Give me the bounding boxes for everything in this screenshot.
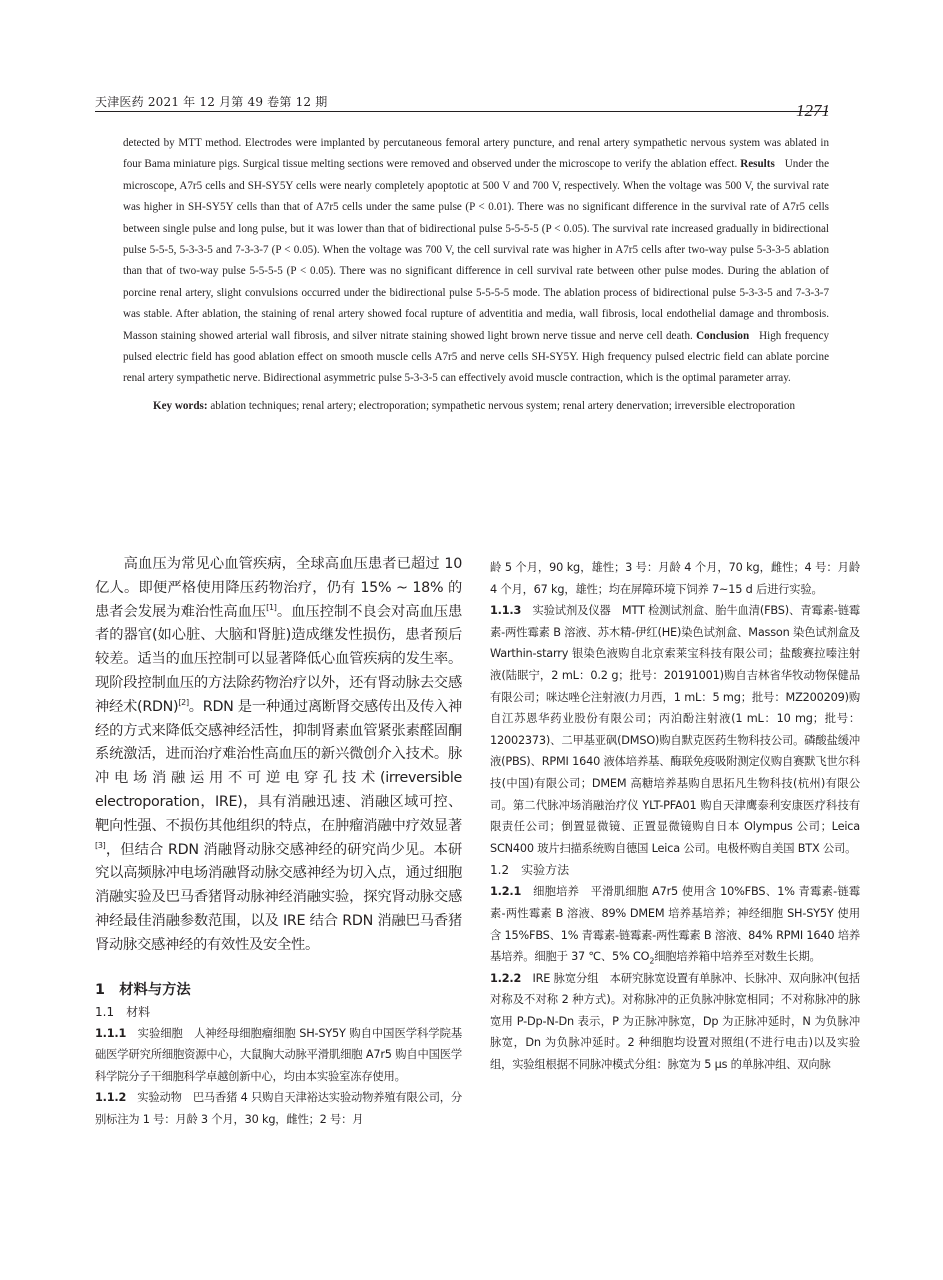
section-1-1-heading: 1.1 材料: [95, 1004, 151, 1019]
conclusion-label: Conclusion: [696, 329, 750, 342]
right-column: [490, 557, 860, 1076]
journal-info: 天津医药 2021 年 12 月第 49 卷第 12 期: [95, 95, 328, 109]
section-title: 实验试剂及仪器: [532, 604, 611, 618]
abstract-methods-tail: detected by MTT method. Electrodes were implanted by percutaneous femoral artery puncture, and renal artery sympathetic nervous system was ablated in four Bama miniature pigs. Surgical tissue melting sections were removed and observed under the microscope to verify the ablation effect.: [123, 137, 829, 171]
left-column: [95, 553, 462, 1131]
conclusion-text: High frequency pulsed electric field has good ablation effect on smooth muscle cells A7r5 and nerve cells SH-SY5Y. High frequency pulsed electric field can ablate porcine renal artery sympathetic nerve. Bidirectional asymmetric pulse 5-3-3-5 can effectively avoid muscle contraction, which is the optimal parameter array.: [123, 329, 829, 385]
section-title: 实验动物: [137, 1091, 182, 1105]
section-1-2-2: 1.2.2 IRE 脉宽分组 本研究脉宽设置有单脉冲、长脉冲、双向脉冲(包括对称及不对称 2 种方式)。对称脉冲的正负脉冲脉宽相同；不对称脉冲的脉宽用 P-Dp-N-Dn 表示，P 为正脉冲脉宽，Dp 为正脉冲延时，N 为负脉冲脉宽，Dn 为负脉冲延时。2 种细胞均设置对照组(不进行电击)以及实验组，实验组根据不同脉冲模式分组：脉宽为 5 μs 的单脉冲组、双向脉: [490, 971, 861, 1072]
results-label: Results: [740, 158, 775, 171]
section-title: 实验细胞: [137, 1026, 183, 1040]
section-title: IRE 脉宽分组: [532, 971, 599, 985]
header-divider: [95, 111, 828, 112]
section-number: 1.2.1: [490, 885, 522, 899]
keywords-text: ablation techniques; renal artery; electroporation; sympathetic nervous system; renal artery denervation; irreversible electroporation: [210, 399, 795, 412]
section-number: 1.1.2: [95, 1091, 127, 1105]
citation-1[interactable]: [1]: [266, 602, 277, 612]
section-1-1-1: 1.1.1 实验细胞 人神经母细胞瘤细胞 SH-SY5Y 购自中国医学科学院基础医学研究所细胞资源中心，大鼠胸大动脉平滑肌细胞 A7r5 购自中国医学科学院分子干细胞科学卓越创新中心，均由本实验室冻存使用。: [95, 1026, 462, 1083]
section-number: 1.1.1: [95, 1026, 127, 1040]
page-number: 1271: [796, 101, 830, 120]
section-number: 1.1.3: [490, 604, 522, 618]
section-number: 1.2.2: [490, 971, 522, 985]
section-1-heading: 1 材料与方法: [95, 981, 191, 998]
keywords-label: Key words:: [153, 399, 208, 412]
section-1-1-2: 1.1.2 实验动物 巴马香猪 4 只购自天津裕达实验动物养殖有限公司，分别标注为 1 号：月龄 3 个月，30 kg，雌性；2 号：月: [95, 1091, 462, 1126]
section-title: 细胞培养: [533, 885, 580, 899]
citation-2[interactable]: [2]: [178, 698, 189, 708]
section-1-1-3: 1.1.3 实验试剂及仪器 MTT 检测试剂盒、胎牛血清(FBS)、青霉素-链霉素-两性霉素 B 溶液、苏木精-伊红(HE)染色试剂盒、Masson 染色试剂盒及 Warthin-starry 银染色液购自北京索莱宝科技有限公司；盐酸赛拉嗪注射液(陆眠宁，2 mL：0.2 g；批号：20191001)购自吉林省华牧动物保健品有限公司；咪达唑仑注射液(力月西，1 mL：5 mg；批号：MZ200209)购自江苏恩华药业股份有限公司；丙泊酚注射液(1 mL：10 mg；批号：12002373)、二甲基亚砜(DMSO)购自默克医药生物科技公司。磷酸盐缓冲液(PBS)、RPMI 1640 液体培养基、酶联免疫吸附测定仪购自赛默飞世尔科技(中国)有限公司；DMEM 高糖培养基购自思拓凡生物科技(杭州)有限公司。第二代脉冲场消融治疗仪 YLT-PFA01 购自天津鹰泰利安康医疗科技有限责任公司；倒置显微镜、正置显微镜购自日本 Olympus 公司；Leica SCN400 玻片扫描系统购自德国 Leica 公司。电极杯购自美国 BTX 公司。: [490, 604, 860, 855]
citation-3[interactable]: [3]: [95, 840, 106, 850]
abstract-paragraph: [123, 133, 829, 390]
section-1-2-heading: 1.2 实验方法: [490, 863, 570, 878]
animals-continuation: 龄 5 个月，90 kg，雄性；3 号：月龄 4 个月，70 kg，雌性；4 号：月龄 4 个月，67 kg，雄性；均在屏障环境下饲养 7~15 d 后进行实验。: [490, 561, 860, 596]
english-abstract: [123, 133, 829, 417]
introduction-paragraph: 高血压为常见心血管疾病，全球高血压患者已超过 10 亿人。即便严格使用降压药物治疗，仍有 15% ~ 18% 的患者会发展为难治性高血压[1]。血压控制不良会对高血压患者的器官(如心脏、大脑和肾脏)造成继发性损伤，患者预后较差。适当的血压控制可以显著降低心血管疾病的发生率。现阶段控制血压的方法除药物治疗以外，还有肾动脉去交感神经术(RDN)[2]。RDN 是一种通过离断肾交感传出及传入神经的方式来降低交感神经活性，抑制肾素血管紧张素醛固酮系统激活，进而治疗难治性高血压的新兴微创介入技术。脉冲电场消融运用不可逆电穿孔技术(irreversible electroporation，IRE)，具有消融迅速、消融区域可控、靶向性强、不损伤其他组织的特点，在肿瘤消融中疗效显著[3]，但结合 RDN 消融肾动脉交感神经的研究尚少见。本研究以高频脉冲电场消融肾动脉交感神经为切入点，通过细胞消融实验及巴马香猪肾动脉神经消融实验，探究肾动脉交感神经最佳消融参数范围，以及 IRE 结合 RDN 消融巴马香猪肾动脉交感神经的有效性及安全性。: [95, 556, 462, 953]
results-text: Under the microscope, A7r5 cells and SH-SY5Y cells were nearly completely apoptotic at 500 V and 700 V, respectively. When the voltage was 500 V, the survival rate was higher in SH-SY5Y cells than that of A7r5 cells under the same pulse (P < 0.01). There was no significant difference in the survival rate of A7r5 cells between single pulse and long pulse, but it was lower than that of bidirectional pulse 5-5-5-5 (P < 0.05). The survival rate increased gradually in bidirectional pulse 5-5-5, 5-3-3-5 and 7-3-3-7 (P < 0.05). When the voltage was 700 V, the cell survival rate was higher in A7r5 cells after two-way pulse 5-3-3-5 ablation than that of two-way pulse 5-5-5-5 (P < 0.05). There was no significant difference in cell survival rate between other pulse modes. During the ablation of porcine renal artery, slight convulsions occurred under the bidirectional pulse 5-5-5-5 mode. The ablation process of bidirectional pulse 5-3-3-5 and 7-3-3-7 was stable. After ablation, the staining of renal artery showed focal rupture of adventitia and media, wall fibrosis, local endothelial damage and thrombosis. Masson staining showed arterial wall fibrosis, and silver nitrate staining showed light brown nerve tissue and nerve cell death.: [123, 158, 829, 342]
section-1-2-1: 1.2.1 细胞培养 平滑肌细胞 A7r5 使用含 10%FBS、1% 青霉素-链霉素-两性霉素 B 溶液、89% DMEM 培养基培养；神经细胞 SH-SY5Y 使用含 15%FBS、1% 青霉素-链霉素-两性霉素 B 溶液、84% RPMI 1640 培养基培养。细胞于 37 ℃、5% $CO_2$细胞培养箱中培养至对数生长期。: [490, 885, 860, 966]
keywords: [123, 396, 829, 417]
